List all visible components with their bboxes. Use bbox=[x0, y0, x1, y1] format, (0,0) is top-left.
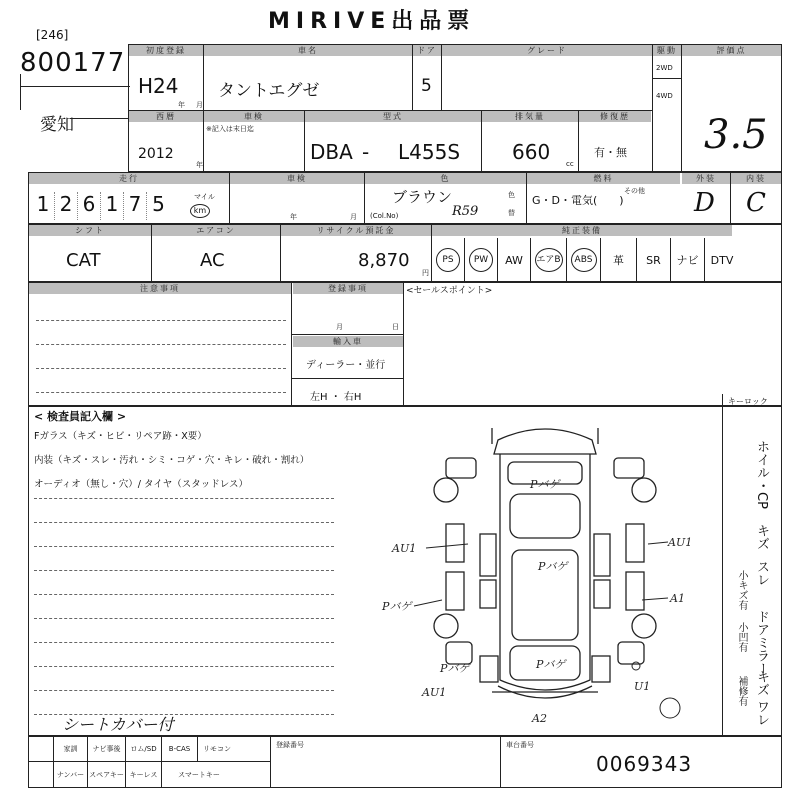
drive-2wd: 2WD bbox=[656, 64, 673, 72]
header-grade: グレード bbox=[442, 45, 652, 56]
header-year: 西暦 bbox=[129, 111, 203, 122]
header-chassis: 車検 bbox=[204, 111, 304, 122]
lot-ref: [246] bbox=[36, 28, 69, 42]
mileage-digit: 5 bbox=[152, 192, 165, 216]
damage-mark: Pバゲ bbox=[530, 478, 560, 491]
option-navi: ナビ事後 bbox=[92, 744, 121, 753]
header-import: 輸入車 bbox=[293, 336, 403, 347]
header-mileage: 走行 bbox=[29, 173, 229, 184]
shift-value: CAT bbox=[66, 250, 101, 271]
option-spare-key: スペアキー bbox=[89, 771, 124, 779]
ext-grade: D bbox=[694, 188, 715, 218]
month-unit: 月 bbox=[196, 101, 203, 109]
cc-unit: cc bbox=[566, 160, 574, 168]
fuel-other: その他 bbox=[624, 187, 645, 195]
inspector-heading: < 検査員記入欄 > bbox=[34, 410, 127, 423]
option-smart-key: スマートキー bbox=[178, 771, 220, 779]
recycle-value: 8,870 bbox=[358, 250, 410, 271]
rating-value: 3.5 bbox=[704, 112, 768, 158]
serial-label: 車台番号 bbox=[506, 741, 534, 749]
mirror-crack: ワレ bbox=[754, 700, 769, 726]
mileage-digits bbox=[32, 192, 192, 220]
header-expiry: 車検 bbox=[230, 173, 364, 184]
option-remote: リモコン bbox=[203, 744, 231, 753]
mileage-digit: 1 bbox=[32, 192, 55, 220]
inspector-line-interior: 内装（キズ・スレ・汚れ・シミ・コゲ・穴・キレ・破れ・割れ） bbox=[34, 455, 310, 466]
owner-day: 日 bbox=[392, 323, 399, 331]
damage-mark: AU1 bbox=[422, 686, 447, 699]
key-lock-label: キーロック bbox=[728, 397, 768, 406]
repaired: 補修有 bbox=[736, 676, 747, 706]
equip-sr: SR bbox=[646, 253, 661, 267]
drive-4wd: 4WD bbox=[656, 92, 673, 100]
mileage-digit: 1 bbox=[101, 192, 124, 220]
door-count: 5 bbox=[421, 76, 432, 96]
car-name: タントエグゼ bbox=[218, 81, 320, 101]
equip-abs: ABS bbox=[571, 248, 597, 272]
owner-month: 月 bbox=[336, 323, 343, 331]
mileage-digit: 2 bbox=[55, 192, 78, 220]
seat-cover-note: シートカバー付 bbox=[62, 715, 174, 734]
wheel-item-scuff: スレ bbox=[754, 560, 769, 586]
handle-side: 左H ・ 右H bbox=[310, 392, 362, 403]
header-ext: 外装 bbox=[682, 173, 730, 184]
header-rating: 評価点 bbox=[682, 45, 781, 56]
aircon-value: AC bbox=[200, 250, 225, 271]
header-int: 内装 bbox=[731, 173, 781, 184]
header-door: ドア bbox=[413, 45, 441, 56]
color-label-a: 色 bbox=[508, 191, 515, 199]
small-dent: 小凹有 bbox=[736, 622, 747, 652]
dealer-line: ディーラー・並行 bbox=[306, 360, 386, 371]
fuel-options: G・D・電気( ) bbox=[532, 194, 624, 207]
wheel-item-scratch: キズ bbox=[754, 524, 769, 550]
damage-mark: AU1 bbox=[668, 536, 693, 549]
option-keyless: キーレス bbox=[129, 771, 158, 779]
year-unit-2: 年 bbox=[196, 161, 203, 169]
header-repair: 修復歴 bbox=[579, 111, 651, 122]
header-shift: シフト bbox=[29, 225, 151, 236]
option-number: ナンバー bbox=[56, 771, 85, 779]
equipment-list bbox=[432, 238, 782, 282]
equip-leather: 革 bbox=[613, 254, 624, 267]
damage-mark: A1 bbox=[670, 592, 685, 605]
int-grade: C bbox=[746, 188, 766, 218]
km-unit: km bbox=[190, 204, 210, 218]
inspector-line-audio: オーディオ（無し・穴）/ タイヤ（スタッドレス） bbox=[34, 479, 248, 490]
header-equip: 純正装備 bbox=[432, 225, 732, 236]
damage-mark: Pバゲ bbox=[538, 560, 568, 573]
header-first-reg: 初度登録 bbox=[129, 45, 203, 56]
serial-number: 0069343 bbox=[596, 752, 693, 776]
damage-mark: Pバゲ bbox=[382, 600, 412, 613]
equip-aw: AW bbox=[505, 253, 523, 267]
damage-mark: Pバゲ bbox=[536, 658, 566, 671]
equip-navi: ナビ bbox=[676, 254, 699, 267]
lot-number: 800177 bbox=[20, 48, 126, 78]
region: 愛知 bbox=[40, 115, 74, 135]
sheet-title: MIRIVE出品票 bbox=[268, 9, 476, 34]
mirror-label: ドアミラー bbox=[754, 610, 769, 675]
equip-ps: PS bbox=[436, 248, 460, 272]
header-aircon: エアコン bbox=[152, 225, 280, 236]
header-car-name: 車名 bbox=[204, 45, 412, 56]
damage-mark: U1 bbox=[634, 680, 651, 693]
header-model: 型式 bbox=[305, 111, 481, 122]
car-diagram bbox=[380, 410, 710, 730]
expiry-month: 月 bbox=[350, 213, 357, 221]
header-fuel: 燃料 bbox=[527, 173, 680, 184]
option-family: 家訓 bbox=[63, 744, 78, 753]
mile-unit: マイル bbox=[194, 193, 215, 201]
damage-mark: AU1 bbox=[392, 542, 417, 555]
equip-dtv: DTV bbox=[710, 253, 734, 267]
mileage-digit: 6 bbox=[78, 192, 101, 220]
model-dash: - bbox=[362, 140, 370, 164]
header-drive: 駆動 bbox=[653, 45, 681, 56]
wheel-cp-label: ホイル・CP bbox=[754, 440, 769, 509]
option-rom: ロム/SD bbox=[130, 744, 157, 753]
model-year: 2012 bbox=[138, 146, 174, 162]
header-displacement: 排気量 bbox=[482, 111, 578, 122]
color-name: ブラウン bbox=[392, 188, 453, 206]
yen-unit: 円 bbox=[422, 269, 429, 277]
damage-mark: A2 bbox=[532, 712, 547, 725]
shaken-note: ※記入は末日迄 bbox=[206, 125, 254, 133]
expiry-year: 年 bbox=[290, 213, 297, 221]
model-code: L455S bbox=[398, 140, 461, 164]
damage-mark: Pバゲ bbox=[440, 662, 470, 675]
equip-airbag: エアB bbox=[535, 248, 563, 272]
option-bcas: B-CAS bbox=[168, 744, 191, 753]
reg-year: H24 bbox=[138, 74, 179, 98]
small-scratch: 小キズ有 bbox=[736, 570, 747, 610]
reg-no-label: 登録番号 bbox=[276, 741, 304, 749]
sales-point-label: <セールスポイント> bbox=[406, 286, 493, 296]
header-owner: 登録事項 bbox=[293, 283, 403, 294]
header-color: 色 bbox=[365, 173, 526, 184]
displacement: 660 bbox=[512, 140, 551, 164]
mileage-digit: 7 bbox=[124, 192, 147, 220]
color-no-label: (Col.No) bbox=[370, 212, 399, 220]
footer-options bbox=[28, 736, 270, 788]
repair-status: 有・無 bbox=[594, 146, 627, 159]
header-notes: 注意事項 bbox=[29, 283, 291, 294]
color-label-b: 替 bbox=[508, 209, 515, 217]
year-unit: 年 bbox=[178, 101, 185, 109]
model-prefix: DBA bbox=[310, 140, 353, 164]
color-code: R59 bbox=[452, 204, 479, 219]
equip-pw: PW bbox=[469, 248, 493, 272]
mirror-scratch: キズ bbox=[754, 670, 769, 696]
header-recycle: リサイクル預託金 bbox=[281, 225, 431, 236]
inspector-line-fglass: Fガラス（キズ・ヒビ・リペア跡・X要） bbox=[34, 431, 207, 442]
